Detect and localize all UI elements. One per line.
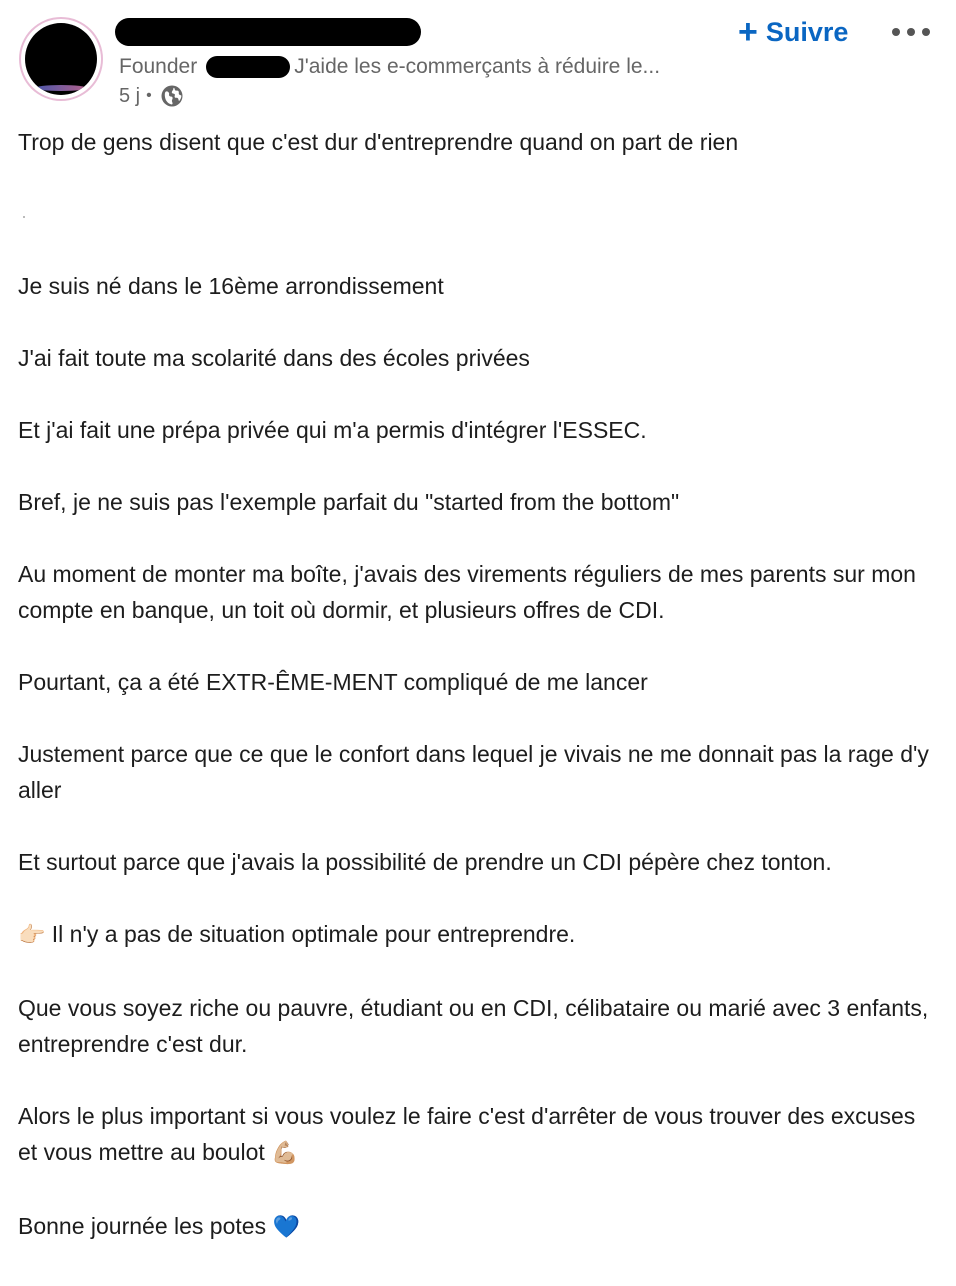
post-header [0,0,956,118]
paragraph: Je suis né dans le 16ème arrondissement [18,273,444,299]
headline-redacted [206,56,290,78]
paragraph: Trop de gens disent que c'est dur d'entreprendre quand on part de rien [18,129,739,155]
headline-suffix: J'aide les e-commerçants à réduire le... [294,55,661,78]
paragraph: Pourtant, ça a été EXTR-ÊME-MENT compliqué de me lancer [18,669,648,695]
paragraph: Que vous soyez riche ou pauvre, étudiant ou en CDI, célibataire ou marié avec 3 enfants, entreprendre c'est dur. [18,995,929,1057]
paragraph-text: Bonne journée les potes [18,1213,267,1239]
post-body [18,124,938,1282]
point-right-icon: 👉🏻 [18,923,46,948]
paragraph-text: Il n'y a pas de situation optimale pour entreprendre. [51,921,576,947]
blue-heart-icon: 💙 [272,1215,300,1240]
meta-separator: • [146,87,152,104]
author-name-redacted [115,18,421,46]
post-age: 5 j [119,84,141,107]
post-meta [119,84,184,108]
author-avatar[interactable] [19,17,103,101]
more-icon[interactable] [888,20,934,44]
paragraph: Bref, je ne suis pas l'exemple parfait du "started from the bottom" [18,489,680,515]
paragraph: Au moment de monter ma boîte, j'avais des virements réguliers de mes parents sur mon compte en banque, un toit où dormir, et plusieurs offres de CDI. [18,561,916,623]
muscle-icon: 💪🏼 [271,1141,299,1166]
author-headline [119,54,660,80]
plus-icon: + [738,13,758,51]
follow-label: Suivre [765,16,849,47]
spacer-dot [18,196,938,232]
paragraph-point [18,916,938,954]
paragraph: J'ai fait toute ma scolarité dans des écoles privées [18,345,530,371]
paragraph: Justement parce que ce que le confort dans lequel je vivais ne me donnait pas la rage d'y aller [18,741,929,803]
paragraph: Et j'ai fait une prépa privée qui m'a permis d'intégrer l'ESSEC. [18,417,647,443]
avatar-silhouette [25,23,97,95]
paragraph-muscle [18,1098,938,1172]
paragraph-text: Alors le plus important si vous voulez le faire c'est d'arrêter de vous trouver des excuses et vous mettre au boulot [18,1103,916,1165]
follow-button[interactable] [738,14,848,50]
globe-icon [160,84,184,108]
paragraph: Et surtout parce que j'avais la possibilité de prendre un CDI pépère chez tonton. [18,849,832,875]
headline-prefix: Founder [119,55,198,78]
paragraph-closing [18,1208,938,1246]
